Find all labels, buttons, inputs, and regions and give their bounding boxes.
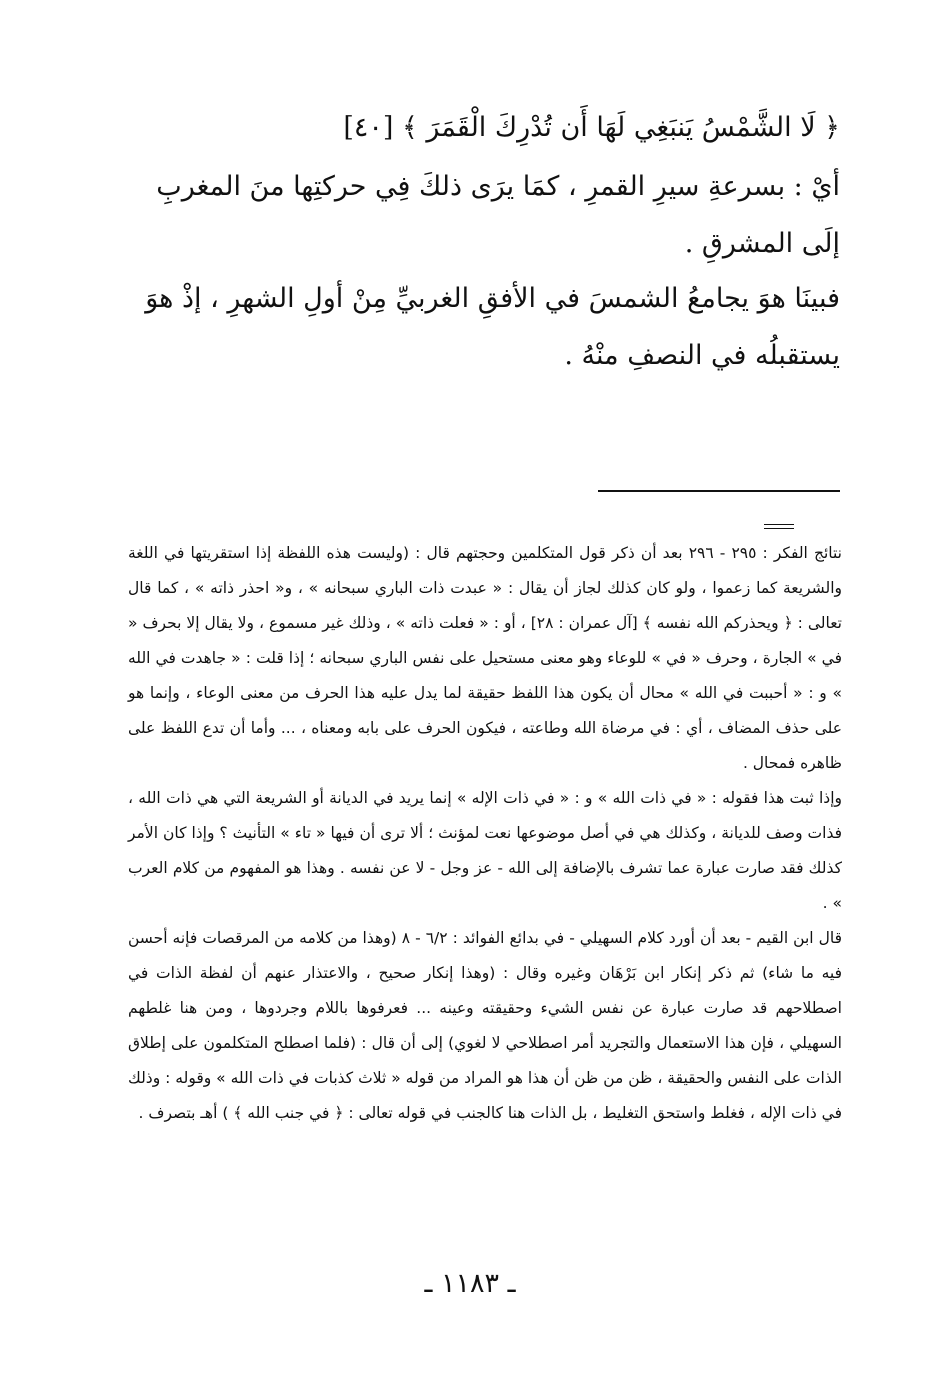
footnote-separator — [598, 490, 840, 492]
main-paragraph: فبينَا هوَ يجامعُ الشمسَ في الأفقِ الغربيِّ مِنْ أولِ الشهرِ ، إذْ هوَ يستقبلُه في النصفِ منْهُ . — [145, 283, 840, 371]
quran-verse: ﴿ لَا الشَّمْسُ يَنبَغِي لَهَا أَن تُدْرِكَ الْقَمَرَ ﴾ [٤٠] — [343, 112, 840, 143]
footnotes — [128, 536, 842, 1131]
page-number: ـ ١١٨٣ ـ — [424, 1268, 516, 1299]
footnote-paragraph: نتائج الفكر : ٢٩٥ - ٢٩٦ بعد أن ذكر قول المتكلمين وحجتهم قال : (وليست هذه اللفظة إذا استقريتها في اللغة والشريعة كما زعموا ، ولو كان كذلك لجاز أن يقال : « عبدت ذات الباري سبحانه » ، و« احذر ذاته » ، كما قال تعالى : ﴿ ويحذركم الله نفسه ﴾ [آل عمران : ٢٨] ، أو : « فعلت ذاته » ، وذلك غير مسموع ، ولا يقال إلا بحرف « في » الجارة ، وحرف « في » للوعاء وهو معنى مستحيل على نفس الباري سبحانه ؛ إذا قلت : « جاهدت في الله » و : « أحببت في الله » محال أن يكون هذا اللفظ حقيقة لما يدل عليه هذا الحرف من معنى الوعاء ، وإنما هو على حذف المضاف ، أي : في مرضاة الله وطاعته ، فيكون الحرف على بابه ومعناه ، ... وأما أن تدع اللفظ على ظاهره فمحال . — [128, 544, 842, 772]
main-paragraph: أيْ : بسرعةِ سيرِ القمرِ ، كمَا يرَى ذلكَ فِي حركتِها منَ المغربِ إلَى المشرقِ . — [156, 171, 840, 259]
footnote-paragraph: قال ابن القيم - بعد أن أورد كلام السهيلي - في بدائع الفوائد : ٦/٢ - ٨ (وهذا من كلامه من المرقصات فإنه أحسن فيه ما شاء) ثم ذكر إنكار ابن بَرْهَان وغيره وقال : (وهذا إنكار صحيح ، والاعتذار عنهم أن لفظة الذات في اصطلاحهم قد صارت عبارة عن نفس الشيء وحقيقته وعينه ... فعرفوها باللام وجردوها ، ومن هنا غلطهم السهيلي ، فإن هذا الاستعمال والتجريد أمر اصطلاحي لا لغوي) إلى أن قال : (فلما اصطلح المتكلمون على إطلاق الذات على النفس والحقيقة ، ظن من ظن أن هذا هو المراد من قوله « ثلاث كذبات في ذات الله » وقوله : وذلك في ذات الإله ، فغلط واستحق التغليط ، بل الذات هنا كالجنب في قوله تعالى : ﴿ في جنب الله ﴾ ) أهـ بتصرف . — [128, 929, 843, 1122]
footnote-marker — [764, 524, 794, 529]
footnote-paragraph: وإذا ثبت هذا فقوله : « في ذات الله » و : « في ذات الإله » إنما يريد في الديانة أو الشريعة التي هي ذات الله ، فذات وصف للديانة ، وكذلك هي في أصل موضوعها نعت لمؤنث ؛ ألا ترى أن فيها « تاء » التأنيث ؟ وإذا كان الأمر كذلك فقد صارت عبارة عما تشرف بالإضافة إلى الله - عز وجل - لا عن نفسه . وهذا هو المفهوم من كلام العرب » . — [128, 789, 842, 912]
